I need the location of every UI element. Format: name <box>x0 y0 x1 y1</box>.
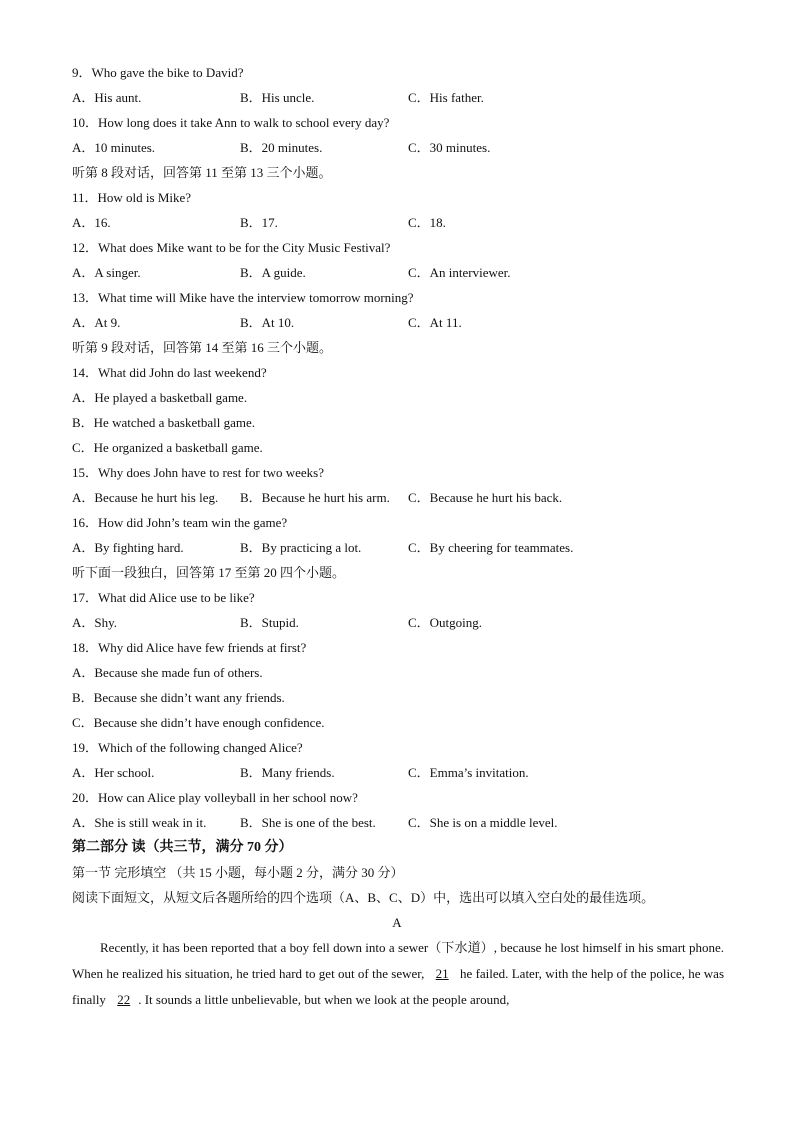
question-19-stem: 19．Which of the following changed Alice? <box>72 740 303 755</box>
question-10-options <box>72 135 724 160</box>
question-15-options <box>72 485 724 510</box>
option-b: B．His uncle. <box>240 90 315 105</box>
option-b: B．Because he hurt his arm. <box>240 490 390 505</box>
option-b: B．At 10. <box>240 315 295 330</box>
option-a: A．She is still weak in it. <box>72 815 207 830</box>
option-c: C．Outgoing. <box>408 615 483 630</box>
section-one-heading: 第一节 完形填空 （共 15 小题，每小题 2 分，满分 30 分） <box>72 865 404 880</box>
question-20-stem: 20．How can Alice play volleyball in her school now? <box>72 790 358 805</box>
option-c: C．She is on a middle level. <box>408 815 558 830</box>
option-b: B．A guide. <box>240 265 306 280</box>
option-c: C．His father. <box>408 90 484 105</box>
option-b: B．Many friends. <box>240 765 335 780</box>
question-13-options <box>72 310 724 335</box>
option-b: B．Stupid. <box>240 615 299 630</box>
question-14-stem: 14．What did John do last weekend? <box>72 365 267 380</box>
instruction-monologue: 听下面一段独白，回答第 17 至第 20 四个小题。 <box>72 565 346 580</box>
option-c: C．An interviewer. <box>408 265 511 280</box>
option-b: B．By practicing a lot. <box>240 540 362 555</box>
question-17-options <box>72 610 724 635</box>
option-b: B．She is one of the best. <box>240 815 376 830</box>
question-13-stem: 13．What time will Mike have the interview tomorrow morning? <box>72 290 414 305</box>
passage-text-1: Recently, it has been reported that a boy fell down into a sewer（下水道）, because he lost himself in his smart phone. When he realized his situation, he tried hard to get out of the sewer, <box>72 940 724 981</box>
passage-text-2: he failed. Later, with the help of the police, he was finally <box>72 966 725 1007</box>
question-12-options <box>72 260 724 285</box>
question-11-options <box>72 210 724 235</box>
part-two-heading: 第二部分 读（共三节，满分 70 分） <box>72 840 293 855</box>
question-14-option-b: B．He watched a basketball game. <box>72 415 256 430</box>
question-19-options <box>72 760 724 785</box>
question-9-options <box>72 85 724 110</box>
option-a: A．His aunt. <box>72 90 142 105</box>
question-17-stem: 17．What did Alice use to be like? <box>72 590 255 605</box>
question-14-option-a: A．He played a basketball game. <box>72 390 248 405</box>
option-a: A．At 9. <box>72 315 121 330</box>
option-a: A．Shy. <box>72 615 118 630</box>
blank-21: 21 <box>435 966 449 981</box>
option-a: A．Her school. <box>72 765 155 780</box>
option-c: C．By cheering for teammates. <box>408 540 574 555</box>
blank-22: 22 <box>117 992 131 1007</box>
option-a: A．Because he hurt his leg. <box>72 490 219 505</box>
option-a: A．A singer. <box>72 265 141 280</box>
option-c: C．30 minutes. <box>408 140 491 155</box>
cloze-passage <box>72 935 724 1013</box>
passage-text-3: . It sounds a little unbelievable, but when we look at the people around, <box>138 992 510 1007</box>
question-16-stem: 16．How did John’s team win the game? <box>72 515 288 530</box>
option-c: C．18. <box>408 215 446 230</box>
question-16-options <box>72 535 724 560</box>
question-18-option-a: A．Because she made fun of others. <box>72 665 263 680</box>
reading-directions: 阅读下面短文，从短文后各题所给的四个选项（A、B、C、D）中，选出可以填入空白处的最佳选项。 <box>72 890 655 905</box>
question-12-stem: 12．What does Mike want to be for the City Music Festival? <box>72 240 391 255</box>
option-a: A．By fighting hard. <box>72 540 184 555</box>
question-9-stem: 9．Who gave the bike to David? <box>72 65 244 80</box>
option-b: B．20 minutes. <box>240 140 323 155</box>
option-c: C．At 11. <box>408 315 462 330</box>
question-18-option-b: B．Because she didn’t want any friends. <box>72 690 285 705</box>
passage-label: A <box>392 915 402 930</box>
question-18-stem: 18．Why did Alice have few friends at first? <box>72 640 307 655</box>
instruction-dialogue-9: 听第 9 段对话，回答第 14 至第 16 三个小题。 <box>72 340 333 355</box>
question-20-options <box>72 810 724 835</box>
option-c: C．Because he hurt his back. <box>408 490 563 505</box>
instruction-dialogue-8: 听第 8 段对话，回答第 11 至第 13 三个小题。 <box>72 165 332 180</box>
option-b: B．17. <box>240 215 278 230</box>
question-10-stem: 10．How long does it take Ann to walk to school every day? <box>72 115 390 130</box>
option-c: C．Emma’s invitation. <box>408 765 529 780</box>
question-15-stem: 15．Why does John have to rest for two weeks? <box>72 465 324 480</box>
option-a: A．16. <box>72 215 111 230</box>
question-11-stem: 11．How old is Mike? <box>72 190 192 205</box>
question-14-option-c: C．He organized a basketball game. <box>72 440 263 455</box>
question-18-option-c: C．Because she didn’t have enough confidence. <box>72 715 325 730</box>
option-a: A．10 minutes. <box>72 140 156 155</box>
